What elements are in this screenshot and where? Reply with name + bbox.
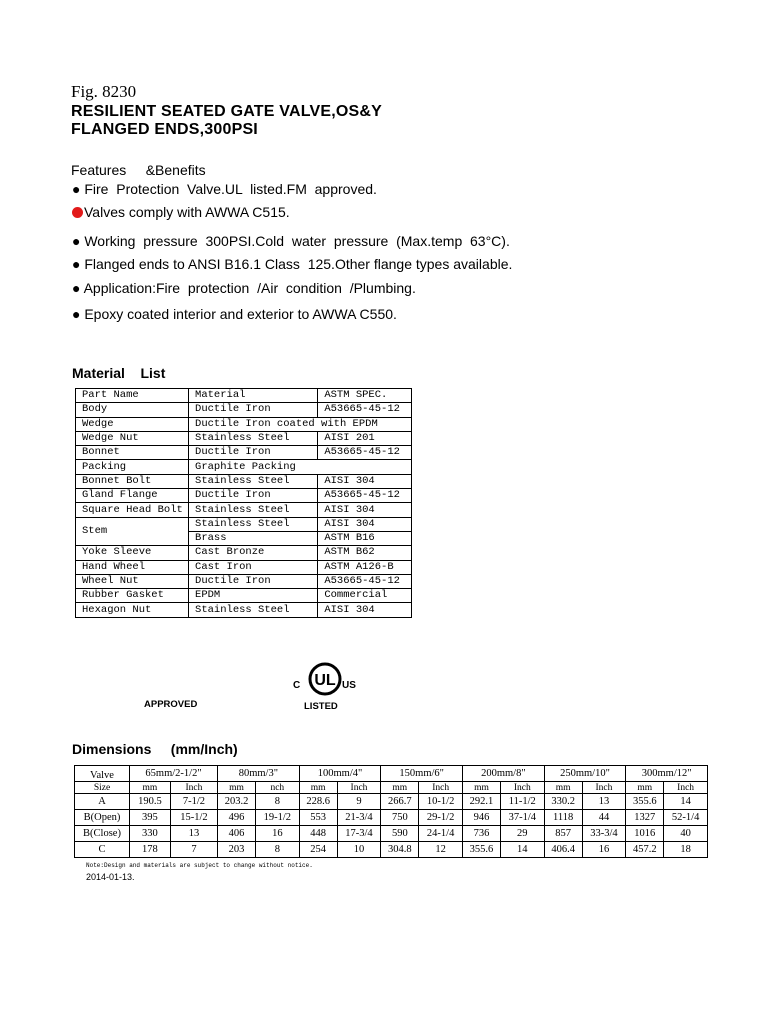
listed-label: LISTED <box>304 701 338 712</box>
value-cell: 10 <box>337 842 381 858</box>
part-name-cell: Bonnet Bolt <box>76 474 189 488</box>
value-cell: 24-1/4 <box>419 826 463 842</box>
material-cell: Ductile Iron <box>189 489 318 503</box>
value-cell: 9 <box>337 794 381 810</box>
value-cell: 52-1/4 <box>664 810 708 826</box>
value-cell: 17-3/4 <box>337 826 381 842</box>
date-text: 2014-01-13. <box>86 872 135 882</box>
value-cell: 37-1/4 <box>500 810 544 826</box>
value-cell: 457.2 <box>626 842 664 858</box>
material-cell: Stainless Steel <box>189 517 318 531</box>
value-cell: 1118 <box>544 810 582 826</box>
unit-cell: mm <box>218 782 256 794</box>
size-header-cell: 80mm/3" <box>218 766 300 782</box>
material-cell: Ductile Iron coated with EPDM <box>189 417 412 431</box>
feature-item <box>72 306 397 322</box>
material-cell: Brass <box>189 531 318 545</box>
material-cell: Stainless Steel <box>189 431 318 445</box>
dimensions-table <box>74 765 708 858</box>
material-cell: Cast Iron <box>189 560 318 574</box>
size-header-cell: 250mm/10" <box>544 766 626 782</box>
part-name-cell: Hexagon Nut <box>76 603 189 617</box>
size-header-cell: 65mm/2-1/2" <box>130 766 218 782</box>
part-name-cell: Body <box>76 403 189 417</box>
feature-text: ● Application:Fire protection /Air condition /Plumbing. <box>72 280 416 296</box>
unit-cell: Inch <box>337 782 381 794</box>
size-header-cell: 100mm/4" <box>299 766 381 782</box>
value-cell: 553 <box>299 810 337 826</box>
material-cell: Cast Bronze <box>189 546 318 560</box>
value-cell: 355.6 <box>626 794 664 810</box>
part-name-cell: Stem <box>76 517 189 546</box>
unit-cell: mm <box>463 782 501 794</box>
value-cell: 304.8 <box>381 842 419 858</box>
feature-text: ● Working pressure 300PSI.Cold water pressure (Max.temp 63°C). <box>72 233 510 249</box>
unit-cell: Inch <box>582 782 626 794</box>
material-cell: Ductile Iron <box>189 403 318 417</box>
value-cell: 496 <box>218 810 256 826</box>
part-name-cell: Square Head Bolt <box>76 503 189 517</box>
table-row <box>76 417 412 431</box>
table-row <box>76 431 412 445</box>
unit-cell: mm <box>626 782 664 794</box>
table-row <box>76 589 412 603</box>
value-cell: 7-1/2 <box>170 794 217 810</box>
value-cell: 946 <box>463 810 501 826</box>
spec-cell: AISI 304 <box>318 503 412 517</box>
ul-logo-right-text: US <box>342 680 356 691</box>
table-row <box>75 810 708 826</box>
value-cell: 1016 <box>626 826 664 842</box>
spec-cell: AISI 304 <box>318 474 412 488</box>
feature-item <box>72 204 290 220</box>
part-name-cell: Packing <box>76 460 189 474</box>
value-cell: 13 <box>170 826 217 842</box>
value-cell: 266.7 <box>381 794 419 810</box>
feature-item <box>72 256 512 272</box>
value-cell: 19-1/2 <box>255 810 299 826</box>
material-cell: Ductile Iron <box>189 574 318 588</box>
dimensions-heading: Dimensions (mm/Inch) <box>72 741 238 757</box>
figure-label: Fig. 8230 <box>71 82 137 101</box>
spec-cell: A53665-45-12 <box>318 446 412 460</box>
part-name-cell: Wedge Nut <box>76 431 189 445</box>
value-cell: 44 <box>582 810 626 826</box>
table-row <box>76 460 412 474</box>
spec-cell: ASTM B62 <box>318 546 412 560</box>
table-row <box>75 826 708 842</box>
value-cell: 16 <box>255 826 299 842</box>
value-cell: 406 <box>218 826 256 842</box>
table-row <box>76 474 412 488</box>
note-text: Note:Design and materials are subject to change without notice. <box>86 862 313 869</box>
feature-item <box>72 280 416 296</box>
table-row <box>76 603 412 617</box>
value-cell: 21-3/4 <box>337 810 381 826</box>
value-cell: 190.5 <box>130 794 171 810</box>
table-row <box>76 546 412 560</box>
table-row <box>76 503 412 517</box>
value-cell: 406.4 <box>544 842 582 858</box>
row-label-cell: B(Close) <box>75 826 130 842</box>
material-cell: Material <box>189 389 318 403</box>
spec-cell: ASTM B16 <box>318 531 412 545</box>
table-row <box>76 560 412 574</box>
value-cell: 29-1/2 <box>419 810 463 826</box>
value-cell: 33-3/4 <box>582 826 626 842</box>
spec-cell: A53665-45-12 <box>318 489 412 503</box>
value-cell: 15-1/2 <box>170 810 217 826</box>
part-name-cell: Hand Wheel <box>76 560 189 574</box>
unit-cell: mm <box>544 782 582 794</box>
value-cell: 13 <box>582 794 626 810</box>
value-cell: 11-1/2 <box>500 794 544 810</box>
value-cell: 12 <box>419 842 463 858</box>
size-label-cell: Size <box>75 782 130 794</box>
value-cell: 330 <box>130 826 171 842</box>
value-cell: 355.6 <box>463 842 501 858</box>
ul-logo-center-text: UL <box>314 672 336 689</box>
material-list-heading: Material List <box>72 365 166 381</box>
value-cell: 7 <box>170 842 217 858</box>
spec-cell: A53665-45-12 <box>318 403 412 417</box>
title-line-2: FLANGED ENDS,300PSI <box>71 121 258 138</box>
unit-cell: Inch <box>664 782 708 794</box>
value-cell: 40 <box>664 826 708 842</box>
feature-text: ● Flanged ends to ANSI B16.1 Class 125.Other flange types available. <box>72 256 513 272</box>
table-row <box>76 489 412 503</box>
row-label-cell: B(Open) <box>75 810 130 826</box>
title-line-1: RESILIENT SEATED GATE VALVE,OS&Y <box>71 103 383 120</box>
value-cell: 254 <box>299 842 337 858</box>
value-cell: 18 <box>664 842 708 858</box>
part-name-cell: Gland Flange <box>76 489 189 503</box>
value-cell: 8 <box>255 794 299 810</box>
value-cell: 736 <box>463 826 501 842</box>
material-cell: EPDM <box>189 589 318 603</box>
spec-cell: AISI 201 <box>318 431 412 445</box>
spec-cell: A53665-45-12 <box>318 574 412 588</box>
value-cell: 857 <box>544 826 582 842</box>
row-label-cell: C <box>75 842 130 858</box>
value-cell: 750 <box>381 810 419 826</box>
part-name-cell: Part Name <box>76 389 189 403</box>
value-cell: 14 <box>500 842 544 858</box>
value-cell: 590 <box>381 826 419 842</box>
spec-cell: AISI 304 <box>318 517 412 531</box>
unit-cell: Inch <box>170 782 217 794</box>
ul-logo-left-text: C <box>293 680 301 691</box>
table-row <box>75 766 708 782</box>
feature-item <box>72 233 510 249</box>
spec-cell: Commercial <box>318 589 412 603</box>
part-name-cell: Bonnet <box>76 446 189 460</box>
feature-text: ● Epoxy coated interior and exterior to AWWA C550. <box>72 306 397 322</box>
material-cell: Stainless Steel <box>189 474 318 488</box>
material-cell: Stainless Steel <box>189 603 318 617</box>
spec-cell: ASTM A126-B <box>318 560 412 574</box>
row-label-cell: A <box>75 794 130 810</box>
value-cell: 228.6 <box>299 794 337 810</box>
value-cell: 203.2 <box>218 794 256 810</box>
part-name-cell: Wedge <box>76 417 189 431</box>
value-cell: 330.2 <box>544 794 582 810</box>
value-cell: 29 <box>500 826 544 842</box>
value-cell: 10-1/2 <box>419 794 463 810</box>
unit-cell: mm <box>381 782 419 794</box>
valve-label-cell: Valve <box>75 766 130 782</box>
table-row <box>75 842 708 858</box>
material-cell: Ductile Iron <box>189 446 318 460</box>
unit-cell: mm <box>299 782 337 794</box>
value-cell: 14 <box>664 794 708 810</box>
table-row <box>76 446 412 460</box>
value-cell: 1327 <box>626 810 664 826</box>
material-cell: Graphite Packing <box>189 460 412 474</box>
value-cell: 178 <box>130 842 171 858</box>
spec-cell: AISI 304 <box>318 603 412 617</box>
red-bullet-icon <box>72 207 83 218</box>
table-row <box>76 574 412 588</box>
size-header-cell: 200mm/8" <box>463 766 545 782</box>
features-heading: Features &Benefits <box>71 162 206 178</box>
table-row <box>76 389 412 403</box>
part-name-cell: Rubber Gasket <box>76 589 189 603</box>
feature-item <box>72 181 377 197</box>
unit-cell: nch <box>255 782 299 794</box>
unit-cell: mm <box>130 782 171 794</box>
ul-listed-logo-icon <box>290 660 360 700</box>
unit-cell: Inch <box>419 782 463 794</box>
value-cell: 203 <box>218 842 256 858</box>
value-cell: 8 <box>255 842 299 858</box>
feature-text: Valves comply with AWWA C515. <box>84 204 290 220</box>
part-name-cell: Yoke Sleeve <box>76 546 189 560</box>
table-row <box>75 782 708 794</box>
table-row <box>75 794 708 810</box>
unit-cell: Inch <box>500 782 544 794</box>
size-header-cell: 300mm/12" <box>626 766 708 782</box>
material-table <box>75 388 412 618</box>
spec-cell: ASTM SPEC. <box>318 389 412 403</box>
value-cell: 395 <box>130 810 171 826</box>
feature-text: ● Fire Protection Valve.UL listed.FM approved. <box>72 181 377 197</box>
material-cell: Stainless Steel <box>189 503 318 517</box>
table-row <box>76 517 412 531</box>
value-cell: 448 <box>299 826 337 842</box>
size-header-cell: 150mm/6" <box>381 766 463 782</box>
approved-label: APPROVED <box>144 699 198 710</box>
value-cell: 16 <box>582 842 626 858</box>
table-row <box>76 403 412 417</box>
value-cell: 292.1 <box>463 794 501 810</box>
part-name-cell: Wheel Nut <box>76 574 189 588</box>
